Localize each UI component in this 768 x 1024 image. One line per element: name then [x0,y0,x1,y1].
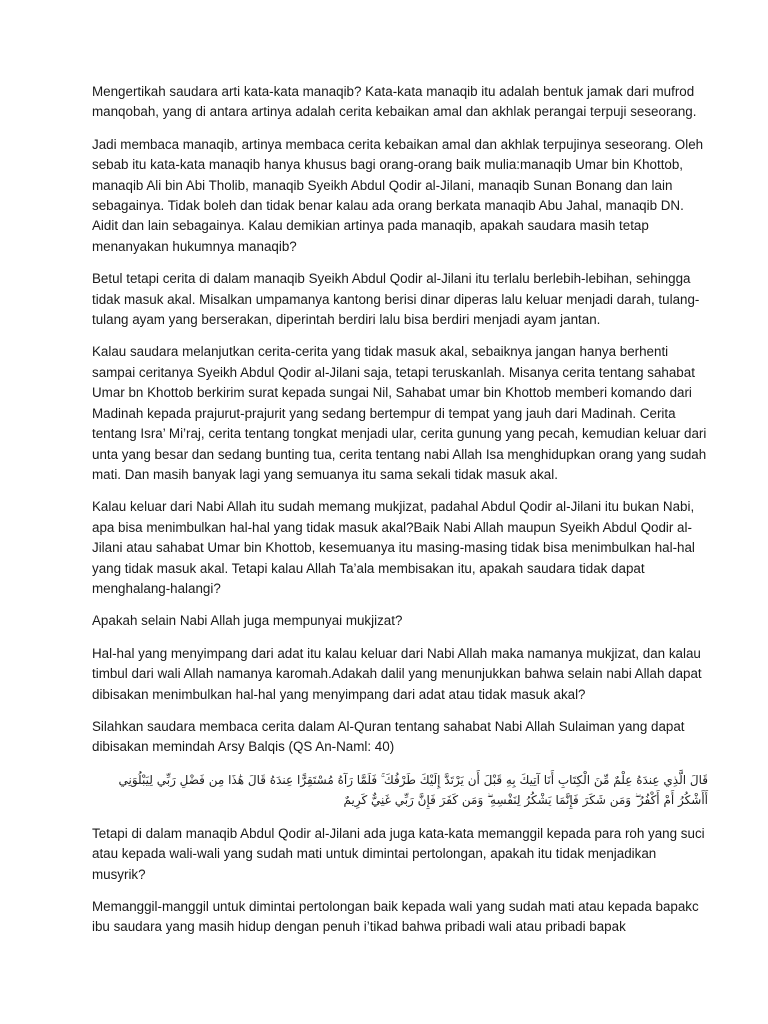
paragraph-4: Kalau saudara melanjutkan cerita-cerita yang tidak masuk akal, sebaiknya jangan hanya berhenti sampai ceritanya Syeikh Abdul Qodir al-Jilani saja, tetapi teruskanlah. Misanya cerita tentang sahabat Umar bn Khottob berkirim surat kepada sungai Nil, Sahabat umar bin Khottob memberi komando dari Madinah kepada prajurut-prajurit yang sedang bertempur di tempat yang jauh dari Madinah. Cerita tentang Isra’ Mi’raj, cerita tentang tongkat menjadi ular, cerita gunung yang pecah, kemudian keluar dari unta yang besar dan sedang bunting tua, cerita tentang nabi Allah Isa menghidupkan orang yang sudah mati. Dan masih banyak lagi yang semuanya itu sama sekali tidak masuk akal. [92,344,707,482]
paragraph-7: Hal-hal yang menyimpang dari adat itu kalau keluar dari Nabi Allah maka namanya mukjizat, dan kalau timbul dari wali Allah namanya karomah.Adakah dalil yang menunjukkan bahwa selain nabi Allah dapat dibisakan menimbulkan hal-hal yang menyimpang dari adat atau tidak masuk akal? [92,645,702,702]
arabic-verse-quote: قَالَ الَّذِي عِندَهُ عِلْمٌ مِّنَ الْكِتَابِ أَنَا آتِيكَ بِهِ قَبْلَ أَن يَرْتَدَّ إِلَيْكَ طَرْفُكَ ۚ فَلَمَّا رَآهُ مُسْتَقِرًّا عِندَهُ قَالَ هَٰذَا مِن فَضْلِ رَبِّي لِيَبْلُوَنِي أَأَشْكُرُ أَمْ أَكْفُرُ ۖ وَمَن شَكَرَ فَإِنَّمَا يَشْكُرُ لِنَفْسِهِ ۖ وَمَن كَفَرَ فَإِنَّ رَبِّي غَنِيٌّ كَرِيمٌ [118,772,708,807]
paragraph-6-question: Apakah selain Nabi Allah juga mempunyai mukjizat? [92,613,403,629]
paragraph-9: Tetapi di dalam manaqib Abdul Qodir al-Jilani ada juga kata-kata memanggil kepada para roh yang suci atau kepada wali-wali yang sudah mati untuk dimintai pertolongan, apakah itu tidak menjadikan musyrik? [92,825,705,882]
paragraph-1: Mengertikah saudara arti kata-kata manaqib? Kata-kata manaqib itu adalah bentuk jamak dari mufrod manqobah, yang di antara artinya adalah cerita kebaikan amal dan akhlak perangai terpuji seseorang. [92,84,697,120]
paragraph-3: Betul tetapi cerita di dalam manaqib Syeikh Abdul Qodir al-Jilani itu terlalu berlebih-lebihan, sehingga tidak masuk akal. Misalkan umpamanya kantong berisi dinar diperas lalu keluar menjadi darah, tulang-tulang ayam yang berserakan, diperintah berdiri lalu bisa berdiri menjadi ayam jantan. [92,271,700,328]
paragraph-5: Kalau keluar dari Nabi Allah itu sudah memang mukjizat, padahal Abdul Qodir al-Jilani itu bukan Nabi, apa bisa menimbulkan hal-hal yang tidak masuk akal?Baik Nabi Allah maupun Syeikh Abdul Qodir al-Jilani atau sahabat Umar bin Khottob, kesemuanya itu masing-masing tidak bisa menimbulkan hal-hal yang tidak masuk akal. Tetapi kalau Allah Ta’ala membisakan itu, apakah saudara tidak dapat menghalang-halangi? [92,499,695,596]
paragraph-10: Memanggil-manggil untuk dimintai pertolongan baik kepada wali yang sudah mati atau kepada bapakc ibu saudara yang masih hidup dengan penuh i’tikad bahwa pribadi wali atau pribadi bapak [92,899,699,935]
paragraph-2: Jadi membaca manaqib, artinya membaca cerita kebaikan amal dan akhlak terpujinya seseorang. Oleh sebab itu kata-kata manaqib hanya khusus bagi orang-orang baik mulia:manaqib Umar bin Khottob, manaqib Ali bin Abi Tholib, manaqib Syeikh Abdul Qodir al-Jilani, manaqib Sunan Bonang dan lain sebagainya. Tidak boleh dan tidak benar kalau ada orang berkata manaqib Abu Jahal, manaqib DN. Aidit dan lain sebagainya. Kalau demikian artinya pada manaqib, apakah saudara masih tetap menanyakan hukumnya manaqib? [92,136,704,254]
paragraph-8: Silahkan saudara membaca cerita dalam Al-Quran tentang sahabat Nabi Allah Sulaiman yang dapat dibisakan memindah Arsy Balqis (QS An-Naml: 40) [92,718,685,755]
